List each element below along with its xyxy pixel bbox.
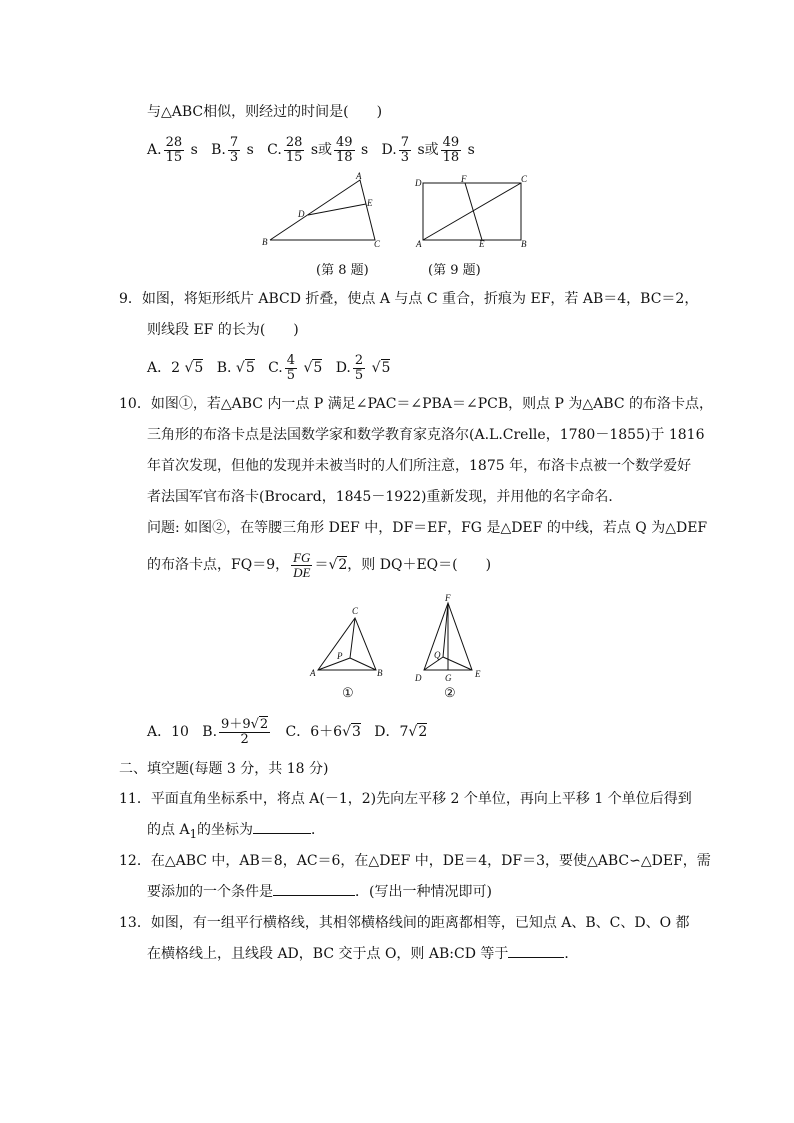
q10-fig2-label-g: G: [445, 673, 452, 683]
q10-line-5: 问题: 如图②，在等腰三角形 DEF 中，DF＝EF，FG 是△DEF 的中线，若点 Q 为△DEF: [147, 520, 708, 536]
q8-label-b: B: [262, 237, 268, 247]
q9-figure-caption: (第 9 题): [428, 263, 481, 278]
q8-option-b[interactable]: B. $\frac{7}{3}$ s: [211, 134, 254, 165]
q8-label-d: D: [298, 209, 305, 219]
q9-option-d[interactable]: D. $\frac{2}{5}$ √5: [335, 352, 391, 383]
q11-answer-blank[interactable]: [253, 833, 311, 834]
q9-line-2: 则线段 EF 的长为( ): [147, 322, 299, 338]
q13-answer-blank[interactable]: [508, 957, 564, 958]
q9-option-b[interactable]: B. √5: [216, 360, 255, 376]
q10-figure-1-caption: ①: [342, 686, 354, 701]
q8-option-a-fraction: $\frac{28}{15}$: [165, 134, 183, 165]
q8-option-d[interactable]: D. $\frac{7}{3}$ s或 $\frac{49}{18}$ s: [381, 134, 475, 165]
q9-options: [147, 350, 390, 386]
q8-figure-caption: (第 8 题): [316, 263, 369, 278]
q10-line-6: 的布洛卡点，FQ＝9， $\frac{FG}{DE}$ ＝√2，则 DQ＋EQ＝( ): [147, 549, 492, 580]
section-2-title: 二、填空题(每题 3 分，共 18 分): [119, 761, 329, 777]
q8-triangle: [270, 180, 375, 240]
q12-line-2: 要添加的一个条件是 ．(写出一种情况即可): [147, 884, 492, 900]
q10-fig2-label-d: D: [415, 673, 422, 683]
q12-line-1: 12．在△ABC 中，AB＝8，AC＝6，在△DEF 中，DE＝4，DF＝3，要使△ABC∽△DEF，需: [119, 853, 711, 869]
q10-fig1-label-p: P: [337, 651, 343, 661]
q10-option-c[interactable]: C．6＋6√3: [285, 724, 361, 740]
q8-label-a: A: [356, 171, 362, 181]
q10-line-4: 者法国军官布洛卡(Brocard，1845－1922)重新发现，并用他的名字命名．: [147, 489, 623, 505]
q10-fig1-triangle: [318, 618, 376, 670]
q10-figure-1: [305, 603, 387, 683]
q9-label-d: D: [415, 178, 422, 188]
q9-line-1: 9．如图，将矩形纸片 ABCD 折叠，使点 A 与点 C 重合，折痕为 EF，若 AB＝4，BC＝2，: [119, 291, 699, 307]
q10-option-a[interactable]: A．10: [147, 724, 189, 740]
q8-options: [147, 132, 475, 168]
q10-fig2-label-q: Q: [434, 650, 441, 660]
q8-figure: [255, 170, 390, 250]
q10-line-1: 10．如图①，若△ABC 内一点 P 满足∠PAC＝∠PBA＝∠PCB，则点 P 为△ABC 的布洛卡点，: [119, 396, 714, 412]
q10-fig1-label-c: C: [352, 606, 359, 616]
q8-stem: 与△ABC相似，则经过的时间是( ): [147, 104, 383, 120]
q9-label-c: C: [521, 174, 528, 184]
q10-option-d[interactable]: D．7√2: [374, 724, 428, 740]
q11-line-2: 的点 $A_1$的坐标为 ．: [147, 822, 325, 841]
q10-fig1-label-b: B: [377, 668, 383, 678]
q9-option-c[interactable]: C. $\frac{4}{5}$ √5: [268, 352, 323, 383]
q8-label-e: E: [367, 198, 373, 208]
q9-option-a[interactable]: A．2 √5: [147, 360, 203, 376]
q8-option-b-fraction: $\frac{7}{3}$: [229, 134, 239, 165]
q9-label-a: A: [416, 239, 422, 248]
q9-label-b: B: [521, 239, 527, 248]
q9-label-f: F: [461, 174, 467, 184]
q9-diagonal-ac: [423, 183, 521, 240]
q10-figure-2: [410, 593, 492, 683]
q8-segment-de: [308, 204, 366, 215]
q12-answer-blank[interactable]: [273, 895, 355, 896]
q10-option-b[interactable]: B. $\frac{9+9√2}{2}$: [202, 716, 269, 747]
q13-line-2: 在横格线上，且线段 AD，BC 交于点 O，则 AB:CD 等于 ．: [147, 946, 579, 962]
q10-options: [147, 712, 427, 752]
q10-line-3: 年首次发现，但他的发现并未被当时的人们所注意，1875 年，布洛卡点被一个数学爱好: [147, 458, 692, 474]
q10-fig1-label-a: A: [310, 668, 316, 678]
q8-option-c[interactable]: C. $\frac{28}{15}$ s或 $\frac{49}{18}$ s: [267, 134, 369, 165]
q9-crease-ef: [465, 183, 482, 240]
q13-line-1: 13．如图，有一组平行横格线，其相邻横格线间的距离都相等，已知点 A、B、C、D、O 都: [119, 915, 690, 931]
q11-line-1: 11．平面直角坐标系中，将点 A(－1，2)先向左平移 2 个单位，再向上平移 1 个单位后得到: [119, 791, 692, 807]
q10-line-2: 三角形的布洛卡点是法国数学家和数学教育家克洛尔(A.L.Crelle，1780－1855)于 1816: [147, 427, 705, 443]
q9-label-e: E: [479, 239, 485, 248]
q10-fig2-label-e: E: [475, 669, 481, 679]
q9-option-a-sqrt: √5: [184, 360, 204, 376]
q10-fig2-label-f: F: [445, 593, 451, 603]
q10-ratio-fraction: $\frac{FG}{DE}$: [293, 549, 311, 580]
q9-figure: [410, 173, 535, 248]
q8-option-a[interactable]: A. $\frac{28}{15}$ s: [147, 134, 198, 165]
q10-figure-2-caption: ②: [444, 686, 456, 701]
q8-label-c: C: [374, 239, 381, 249]
